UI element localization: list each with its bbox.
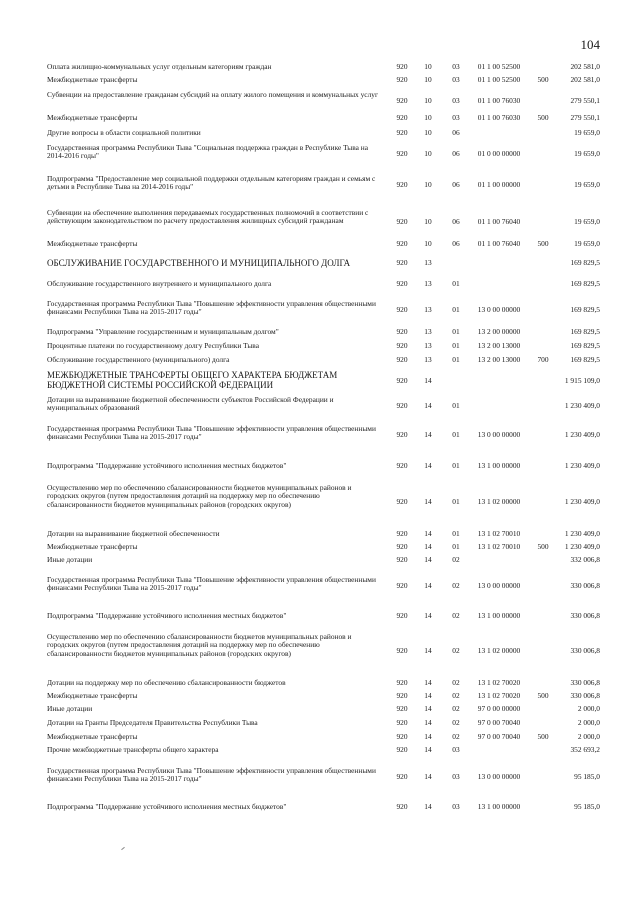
- row-kind: 500: [537, 732, 549, 741]
- row-grbs: 920: [396, 542, 408, 551]
- row-target: 97 0 00 00000: [477, 704, 521, 713]
- row-amount: 169 829,5: [570, 305, 600, 314]
- row-name: Субвенции на обеспечение выполнения передаваемых государственных полномочий в соответствии с действующим законодательством по расчету предоставления жилищных субсидий гражданам: [47, 208, 369, 226]
- row-name: Дотации на поддержку мер по обеспечению сбалансированности бюджетов: [47, 678, 286, 687]
- row-target: 13 0 00 00000: [477, 430, 521, 439]
- row-amount: 1 915 109,0: [564, 376, 600, 385]
- row-amount: 279 550,1: [570, 96, 600, 105]
- row-target: 01 1 00 52500: [477, 62, 521, 71]
- row-target: 01 1 00 76030: [477, 96, 521, 105]
- row-amount: 330 006,8: [570, 646, 600, 655]
- row-section: 14: [424, 718, 432, 727]
- row-target: 97 0 00 70040: [477, 718, 521, 727]
- row-amount: 330 006,8: [570, 581, 600, 590]
- row-target: 13 1 02 00000: [477, 497, 521, 506]
- row-name: Процентные платежи по государственному долгу Республики Тыва: [47, 341, 259, 350]
- row-grbs: 920: [396, 430, 408, 439]
- row-grbs: 920: [396, 555, 408, 564]
- row-target: 13 1 00 00000: [477, 802, 521, 811]
- row-subsection: 01: [452, 401, 460, 410]
- row-amount: 1 230 409,0: [564, 529, 600, 538]
- row-target: 13 1 00 00000: [477, 611, 521, 620]
- row-section: 13: [424, 305, 432, 314]
- row-grbs: 920: [396, 718, 408, 727]
- row-section: 10: [424, 113, 432, 122]
- row-grbs: 920: [396, 279, 408, 288]
- row-subsection: 02: [452, 732, 460, 741]
- row-subsection: 01: [452, 327, 460, 336]
- row-name: Межбюджетные трансферты: [47, 75, 138, 84]
- row-amount: 202 581,0: [570, 62, 600, 71]
- row-grbs: 920: [396, 113, 408, 122]
- row-subsection: 01: [452, 461, 460, 470]
- row-name: Прочие межбюджетные трансферты общего характера: [47, 745, 219, 754]
- row-section: 14: [424, 542, 432, 551]
- row-subsection: 02: [452, 718, 460, 727]
- row-amount: 19 659,0: [574, 180, 600, 189]
- row-name: Государственная программа Республики Тыва "Повышение эффективности управления общественными финансами Республики Тыва на 2015-2017 годы": [47, 424, 376, 442]
- row-grbs: 920: [396, 772, 408, 781]
- row-target: 13 1 00 00000: [477, 461, 521, 470]
- row-subsection: 01: [452, 497, 460, 506]
- row-target: 01 1 00 76040: [477, 217, 521, 226]
- row-subsection: 06: [452, 128, 460, 137]
- row-subsection: 02: [452, 691, 460, 700]
- row-name: Оплата жилищно-коммунальных услуг отдельным категориям граждан: [47, 62, 272, 71]
- row-subsection: 02: [452, 678, 460, 687]
- row-name: Государственная программа Республики Тыва "Социальная поддержка граждан в Республике Тыва на 2014-2016 годы": [47, 143, 368, 161]
- row-name: Межбюджетные трансферты: [47, 113, 138, 122]
- row-section: 14: [424, 555, 432, 564]
- row-section: 10: [424, 180, 432, 189]
- row-subsection: 03: [452, 802, 460, 811]
- row-subsection: 06: [452, 149, 460, 158]
- row-name: Дотации на выравнивание бюджетной обеспеченности субъектов Российской Федерации и муниципальных образований: [47, 395, 334, 413]
- row-section: 14: [424, 802, 432, 811]
- row-target: 01 1 00 52500: [477, 75, 521, 84]
- row-section: 13: [424, 355, 432, 364]
- row-grbs: 920: [396, 239, 408, 248]
- row-name: Подпрограмма "Предоставление мер социальной поддержки отдельным категориям граждан и семьям с детьми в Республике Тыва на 2014-2016 годы": [47, 174, 376, 192]
- row-amount: 1 230 409,0: [564, 401, 600, 410]
- row-amount: 1 230 409,0: [564, 430, 600, 439]
- row-grbs: 920: [396, 149, 408, 158]
- row-section: 14: [424, 772, 432, 781]
- row-grbs: 920: [396, 732, 408, 741]
- row-amount: 352 693,2: [570, 745, 600, 754]
- row-target: 01 1 00 76030: [477, 113, 521, 122]
- row-subsection: 02: [452, 581, 460, 590]
- row-grbs: 920: [396, 96, 408, 105]
- row-amount: 1 230 409,0: [564, 461, 600, 470]
- row-subsection: 01: [452, 430, 460, 439]
- row-kind: 500: [537, 75, 549, 84]
- row-name: Государственная программа Республики Тыва "Повышение эффективности управления общественными финансами Республики Тыва на 2015-2017 годы": [47, 766, 376, 784]
- row-kind: 500: [537, 239, 549, 248]
- row-subsection: 02: [452, 704, 460, 713]
- row-name: Межбюджетные трансферты: [47, 542, 138, 551]
- row-amount: 19 659,0: [574, 239, 600, 248]
- row-name: Подпрограмма "Поддержание устойчивого исполнения местных бюджетов": [47, 461, 287, 470]
- row-amount: 2 000,0: [577, 718, 600, 727]
- row-grbs: 920: [396, 128, 408, 137]
- row-section: 14: [424, 691, 432, 700]
- row-target: 97 0 00 70040: [477, 732, 521, 741]
- row-name: Государственная программа Республики Тыва "Повышение эффективности управления общественными финансами Республики Тыва на 2015-2017 годы": [47, 575, 376, 593]
- row-subsection: 01: [452, 341, 460, 350]
- row-name: МЕЖБЮДЖЕТНЫЕ ТРАНСФЕРТЫ ОБЩЕГО ХАРАКТЕРА БЮДЖЕТАМ БЮДЖЕТНОЙ СИСТЕМЫ РОССИЙСКОЙ ФЕДЕРАЦИИ: [47, 370, 338, 390]
- row-target: 13 1 02 70010: [477, 542, 521, 551]
- row-target: 13 1 02 70010: [477, 529, 521, 538]
- row-grbs: 920: [396, 75, 408, 84]
- row-grbs: 920: [396, 258, 408, 267]
- row-amount: 169 829,5: [570, 279, 600, 288]
- row-kind: 700: [537, 355, 549, 364]
- row-grbs: 920: [396, 704, 408, 713]
- row-grbs: 920: [396, 745, 408, 754]
- row-subsection: 02: [452, 555, 460, 564]
- row-grbs: 920: [396, 401, 408, 410]
- row-amount: 2 000,0: [577, 704, 600, 713]
- row-section: 14: [424, 529, 432, 538]
- row-name: Государственная программа Республики Тыва "Повышение эффективности управления общественными финансами Республики Тыва на 2015-2017 годы": [47, 299, 376, 317]
- row-section: 13: [424, 327, 432, 336]
- row-target: 01 1 00 00000: [477, 180, 521, 189]
- row-subsection: 06: [452, 239, 460, 248]
- row-section: 14: [424, 611, 432, 620]
- row-subsection: 01: [452, 355, 460, 364]
- row-target: 13 2 00 00000: [477, 327, 521, 336]
- row-amount: 1 230 409,0: [564, 542, 600, 551]
- row-name: Осуществлению мер по обеспечению сбалансированности бюджетов муниципальных районов и городских округов (путем предоставления дотаций на поддержку мер по обеспечению сбалансированности бюджетов муниципальных районов (городских округов): [47, 632, 352, 658]
- row-section: 10: [424, 62, 432, 71]
- row-grbs: 920: [396, 497, 408, 506]
- row-grbs: 920: [396, 327, 408, 336]
- row-subsection: 03: [452, 75, 460, 84]
- row-amount: 19 659,0: [574, 217, 600, 226]
- row-grbs: 920: [396, 461, 408, 470]
- row-section: 14: [424, 461, 432, 470]
- row-grbs: 920: [396, 376, 408, 385]
- row-section: 13: [424, 258, 432, 267]
- row-target: 13 1 02 70020: [477, 691, 521, 700]
- row-section: 14: [424, 732, 432, 741]
- row-section: 14: [424, 376, 432, 385]
- row-name: Подпрограмма "Поддержание устойчивого исполнения местных бюджетов": [47, 611, 287, 620]
- row-target: 01 1 00 76040: [477, 239, 521, 248]
- row-grbs: 920: [396, 691, 408, 700]
- row-subsection: 03: [452, 62, 460, 71]
- row-kind: 500: [537, 113, 549, 122]
- row-kind: 500: [537, 691, 549, 700]
- row-section: 14: [424, 678, 432, 687]
- row-name: Дотации на выравнивание бюджетной обеспеченности: [47, 529, 220, 538]
- row-amount: 279 550,1: [570, 113, 600, 122]
- row-grbs: 920: [396, 217, 408, 226]
- row-name: Осуществлению мер по обеспечению сбалансированности бюджетов муниципальных районов и городских округов (путем предоставления дотаций на поддержку мер по обеспечению сбалансированности бюджетов муниципальных районов (городских округов): [47, 483, 352, 509]
- row-grbs: 920: [396, 802, 408, 811]
- row-grbs: 920: [396, 611, 408, 620]
- row-subsection: 01: [452, 305, 460, 314]
- row-name: Подпрограмма "Управление государственным и муниципальным долгом": [47, 327, 279, 336]
- row-amount: 330 006,8: [570, 611, 600, 620]
- row-amount: 169 829,5: [570, 341, 600, 350]
- row-name: Обслуживание государственного внутреннего и муниципального долга: [47, 279, 272, 288]
- row-subsection: 02: [452, 611, 460, 620]
- row-kind: 500: [537, 542, 549, 551]
- row-amount: 95 185,0: [574, 772, 600, 781]
- row-amount: 332 006,8: [570, 555, 600, 564]
- row-section: 13: [424, 279, 432, 288]
- row-section: 10: [424, 217, 432, 226]
- row-amount: 330 006,8: [570, 691, 600, 700]
- row-target: 13 1 02 00000: [477, 646, 521, 655]
- row-target: 13 0 00 00000: [477, 772, 521, 781]
- row-section: 10: [424, 239, 432, 248]
- row-target: 13 2 00 13000: [477, 355, 521, 364]
- row-grbs: 920: [396, 529, 408, 538]
- row-section: 14: [424, 430, 432, 439]
- row-amount: 19 659,0: [574, 149, 600, 158]
- row-subsection: 06: [452, 217, 460, 226]
- row-amount: 169 829,5: [570, 258, 600, 267]
- row-section: 14: [424, 581, 432, 590]
- row-grbs: 920: [396, 646, 408, 655]
- row-subsection: 01: [452, 542, 460, 551]
- row-grbs: 920: [396, 180, 408, 189]
- row-subsection: 06: [452, 180, 460, 189]
- row-grbs: 920: [396, 341, 408, 350]
- row-name: Межбюджетные трансферты: [47, 691, 138, 700]
- row-subsection: 03: [452, 96, 460, 105]
- row-amount: 330 006,8: [570, 678, 600, 687]
- row-name: ОБСЛУЖИВАНИЕ ГОСУДАРСТВЕННОГО И МУНИЦИПАЛЬНОГО ДОЛГА: [47, 258, 351, 268]
- row-grbs: 920: [396, 62, 408, 71]
- row-name: Другие вопросы в области социальной политики: [47, 128, 201, 137]
- page-number: 104: [580, 37, 600, 52]
- row-grbs: 920: [396, 678, 408, 687]
- row-target: 13 1 02 70020: [477, 678, 521, 687]
- row-amount: 19 659,0: [574, 128, 600, 137]
- row-section: 10: [424, 149, 432, 158]
- row-section: 10: [424, 96, 432, 105]
- row-amount: 169 829,5: [570, 355, 600, 364]
- row-name: Иные дотации: [47, 704, 93, 713]
- row-name: Межбюджетные трансферты: [47, 239, 138, 248]
- row-target: 13 0 00 00000: [477, 581, 521, 590]
- row-subsection: 03: [452, 745, 460, 754]
- row-subsection: 03: [452, 113, 460, 122]
- row-grbs: 920: [396, 581, 408, 590]
- row-section: 14: [424, 401, 432, 410]
- row-amount: 169 829,5: [570, 327, 600, 336]
- row-target: 01 0 00 00000: [477, 149, 521, 158]
- row-section: 13: [424, 341, 432, 350]
- row-subsection: 01: [452, 529, 460, 538]
- row-name: Подпрограмма "Поддержание устойчивого исполнения местных бюджетов": [47, 802, 287, 811]
- row-section: 14: [424, 646, 432, 655]
- row-amount: 1 230 409,0: [564, 497, 600, 506]
- row-subsection: 01: [452, 279, 460, 288]
- row-name: Межбюджетные трансферты: [47, 732, 138, 741]
- row-subsection: 02: [452, 646, 460, 655]
- row-section: 14: [424, 497, 432, 506]
- row-subsection: 03: [452, 772, 460, 781]
- row-name: Обслуживание государственного (муниципального) долга: [47, 355, 230, 364]
- row-target: 13 0 00 00000: [477, 305, 521, 314]
- row-amount: 202 581,0: [570, 75, 600, 84]
- row-target: 13 2 00 13000: [477, 341, 521, 350]
- row-name: Дотации на Гранты Председателя Правительства Республики Тыва: [47, 718, 258, 727]
- row-amount: 95 185,0: [574, 802, 600, 811]
- row-section: 10: [424, 75, 432, 84]
- row-section: 14: [424, 704, 432, 713]
- row-name: Субвенции на предоставление гражданам субсидий на оплату жилого помещения и коммунальных услуг: [47, 90, 378, 99]
- row-grbs: 920: [396, 355, 408, 364]
- row-amount: 2 000,0: [577, 732, 600, 741]
- row-section: 14: [424, 745, 432, 754]
- row-section: 10: [424, 128, 432, 137]
- row-grbs: 920: [396, 305, 408, 314]
- row-name: Иные дотации: [47, 555, 93, 564]
